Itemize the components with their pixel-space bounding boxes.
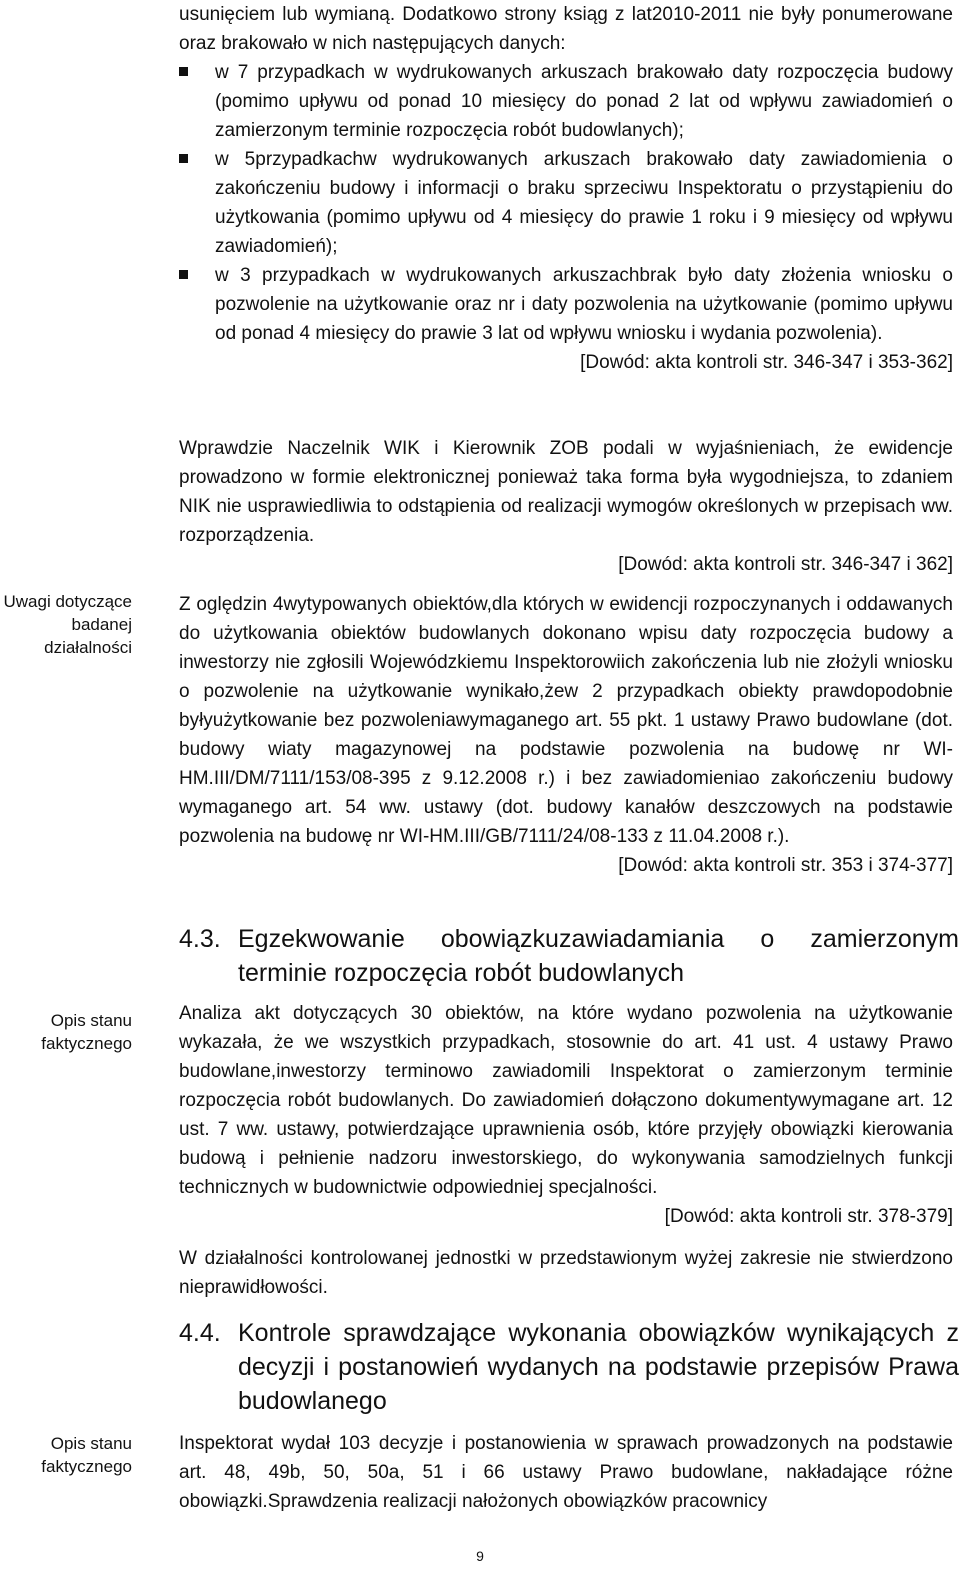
bullet-square-icon	[179, 270, 188, 279]
margin-note-uwagi: Uwagi dotyczące badanej działalności	[3, 592, 132, 657]
section-number: 4.3.	[179, 925, 221, 953]
bullet-text: w 5przypadkachw wydrukowanych arkuszach brakowało daty zawiadomienia o zakończeniu budowy i informacji o braku sprzeciwu Inspektoratu o przystąpieniu do użytkowania (pomimo upływu od 4 miesięcy do prawie 1 roku i 9 miesięcy od wpływu zawiadomień);	[215, 149, 953, 257]
margin-note-opis-stanu-2: Opis stanu faktycznego	[41, 1434, 132, 1476]
paragraph-decisions: Inspektorat wydał 103 decyzje i postanowienia w sprawach prowadzonych na podstawie art. 48, 49b, 50, 50a, 51 i 66 ustawy Prawo budowlane, nakładające różne obowiązki.Sprawdzenia realizacji nałożonych obowiązków pracownicy	[179, 1433, 953, 1512]
margin-note-opis-stanu-1: Opis stanu faktycznego	[41, 1011, 132, 1053]
bullet-list	[179, 58, 953, 348]
section-title: Kontrole sprawdzające wykonania obowiązków wynikających z decyzji i postanowień wydanych na podstawie przepisów Prawa budowlanego	[238, 1319, 959, 1415]
section-heading-4-3	[179, 922, 959, 990]
intro-paragraph: usunięciem lub wymianą. Dodatkowo strony ksiąg z lat2010-2011 nie były ponumerowane oraz brakowało w nich następujących danych:	[179, 4, 953, 54]
evidence-citation: [Dowód: akta kontroli str. 378-379]	[664, 1206, 953, 1227]
bullet-item	[179, 145, 953, 261]
evidence-citation: [Dowód: akta kontroli str. 346-347 i 362]	[618, 554, 953, 575]
paragraph-analysis: Analiza akt dotyczących 30 obiektów, na które wydano pozwolenia na użytkowanie wykazała, że we wszystkich przypadkach, stosownie do art. 41 ust. 4 ustawy Prawo budowlane,inwestorzy terminowo zawiadomili Inspektorat o zamierzonym terminie rozpoczęcia robót budowlanych. Do zawiadomień dołączono dokumentywymagane art. 12 ust. 7 ww. ustawy, potwierdzające uprawnienia osób, które przyjęły obowiązki kierowania budową i pełnienie nadzoru inwestorskiego, do wykonywania samodzielnych funkcji technicznych w budownictwie odpowiedniej specjalności.	[179, 1003, 953, 1198]
intro-section	[179, 0, 953, 377]
bullet-text: w 7 przypadkach w wydrukowanych arkuszach brakowało daty rozpoczęcia budowy (pomimo upływu od ponad 10 miesięcy do ponad 2 lat od wpływu zawiadomień o zamierzonym terminie rozpoczęcia robót budowlanych);	[215, 62, 953, 141]
paragraph-explanations: Wprawdzie Naczelnik WIK i Kierownik ZOB podali w wyjaśnieniach, że ewidencje prowadzono w formie elektronicznej ponieważ taka forma była wygodniejsza, to zdaniem NIK nie usprawiedliwia to odstąpienia od realizacji wymogów określonych w przepisach ww. rozporządzenia.	[179, 438, 953, 546]
section-number: 4.4.	[179, 1319, 221, 1347]
section-heading-4-4	[179, 1316, 959, 1418]
paragraph-conclusion: W działalności kontrolowanej jednostki w przedstawionym wyżej zakresie nie stwierdzono nieprawidłowości.	[179, 1248, 953, 1298]
section-analysis	[179, 999, 953, 1231]
evidence-citation: [Dowód: akta kontroli str. 353 i 374-377]	[618, 855, 953, 876]
section-decisions	[179, 1429, 953, 1516]
section-inspection	[179, 590, 953, 880]
section-title: Egzekwowanie obowiązkuzawiadamiania o zamierzonym terminie rozpoczęcia robót budowlanych	[238, 925, 959, 987]
paragraph-inspection: Z oględzin 4wytypowanych obiektów,dla których w ewidencji rozpoczynanych i oddawanych do użytkowania obiektów budowlanych dokonano wpisu daty rozpoczęcia budowy a inwestorzy nie zgłosili Wojewódzkiemu Inspektorowiich zakończenia lub nie złożyli wniosku o pozwolenie na użytkowanie wynikało,żew 2 przypadkach obiekty prawdopodobnie byłyużytkowanie bez pozwoleniawymaganego art. 55 pkt. 1 ustawy Prawo budowlane (dot. budowy wiaty magazynowej na podstawie pozwolenia na budowę nr WI-HM.III/DM/7111/153/08-395 z 9.12.2008 r.) i bez zawiadomieniao zakończeniu budowy wymaganego art. 54 ww. ustawy (dot. budowy kanałów deszczowych na podstawie pozwolenia na budowę nr WI-HM.III/GB/7111/24/08-133 z 11.04.2008 r.).	[179, 594, 953, 847]
page-number: 9	[476, 1548, 484, 1564]
evidence-citation: [Dowód: akta kontroli str. 346-347 i 353-362]	[580, 352, 953, 373]
bullet-item	[179, 58, 953, 145]
bullet-text: w 3 przypadkach w wydrukowanych arkuszachbrak było daty złożenia wniosku o pozwolenie na użytkowanie oraz nr i daty pozwolenia na użytkowanie (pomimo upływu od ponad 4 miesięcy do prawie 3 lat od wpływu wniosku i wydania pozwolenia).	[215, 265, 953, 344]
section-explanations	[179, 434, 953, 579]
bullet-item	[179, 261, 953, 348]
section-conclusion	[179, 1244, 953, 1302]
bullet-square-icon	[179, 67, 188, 76]
bullet-square-icon	[179, 154, 188, 163]
